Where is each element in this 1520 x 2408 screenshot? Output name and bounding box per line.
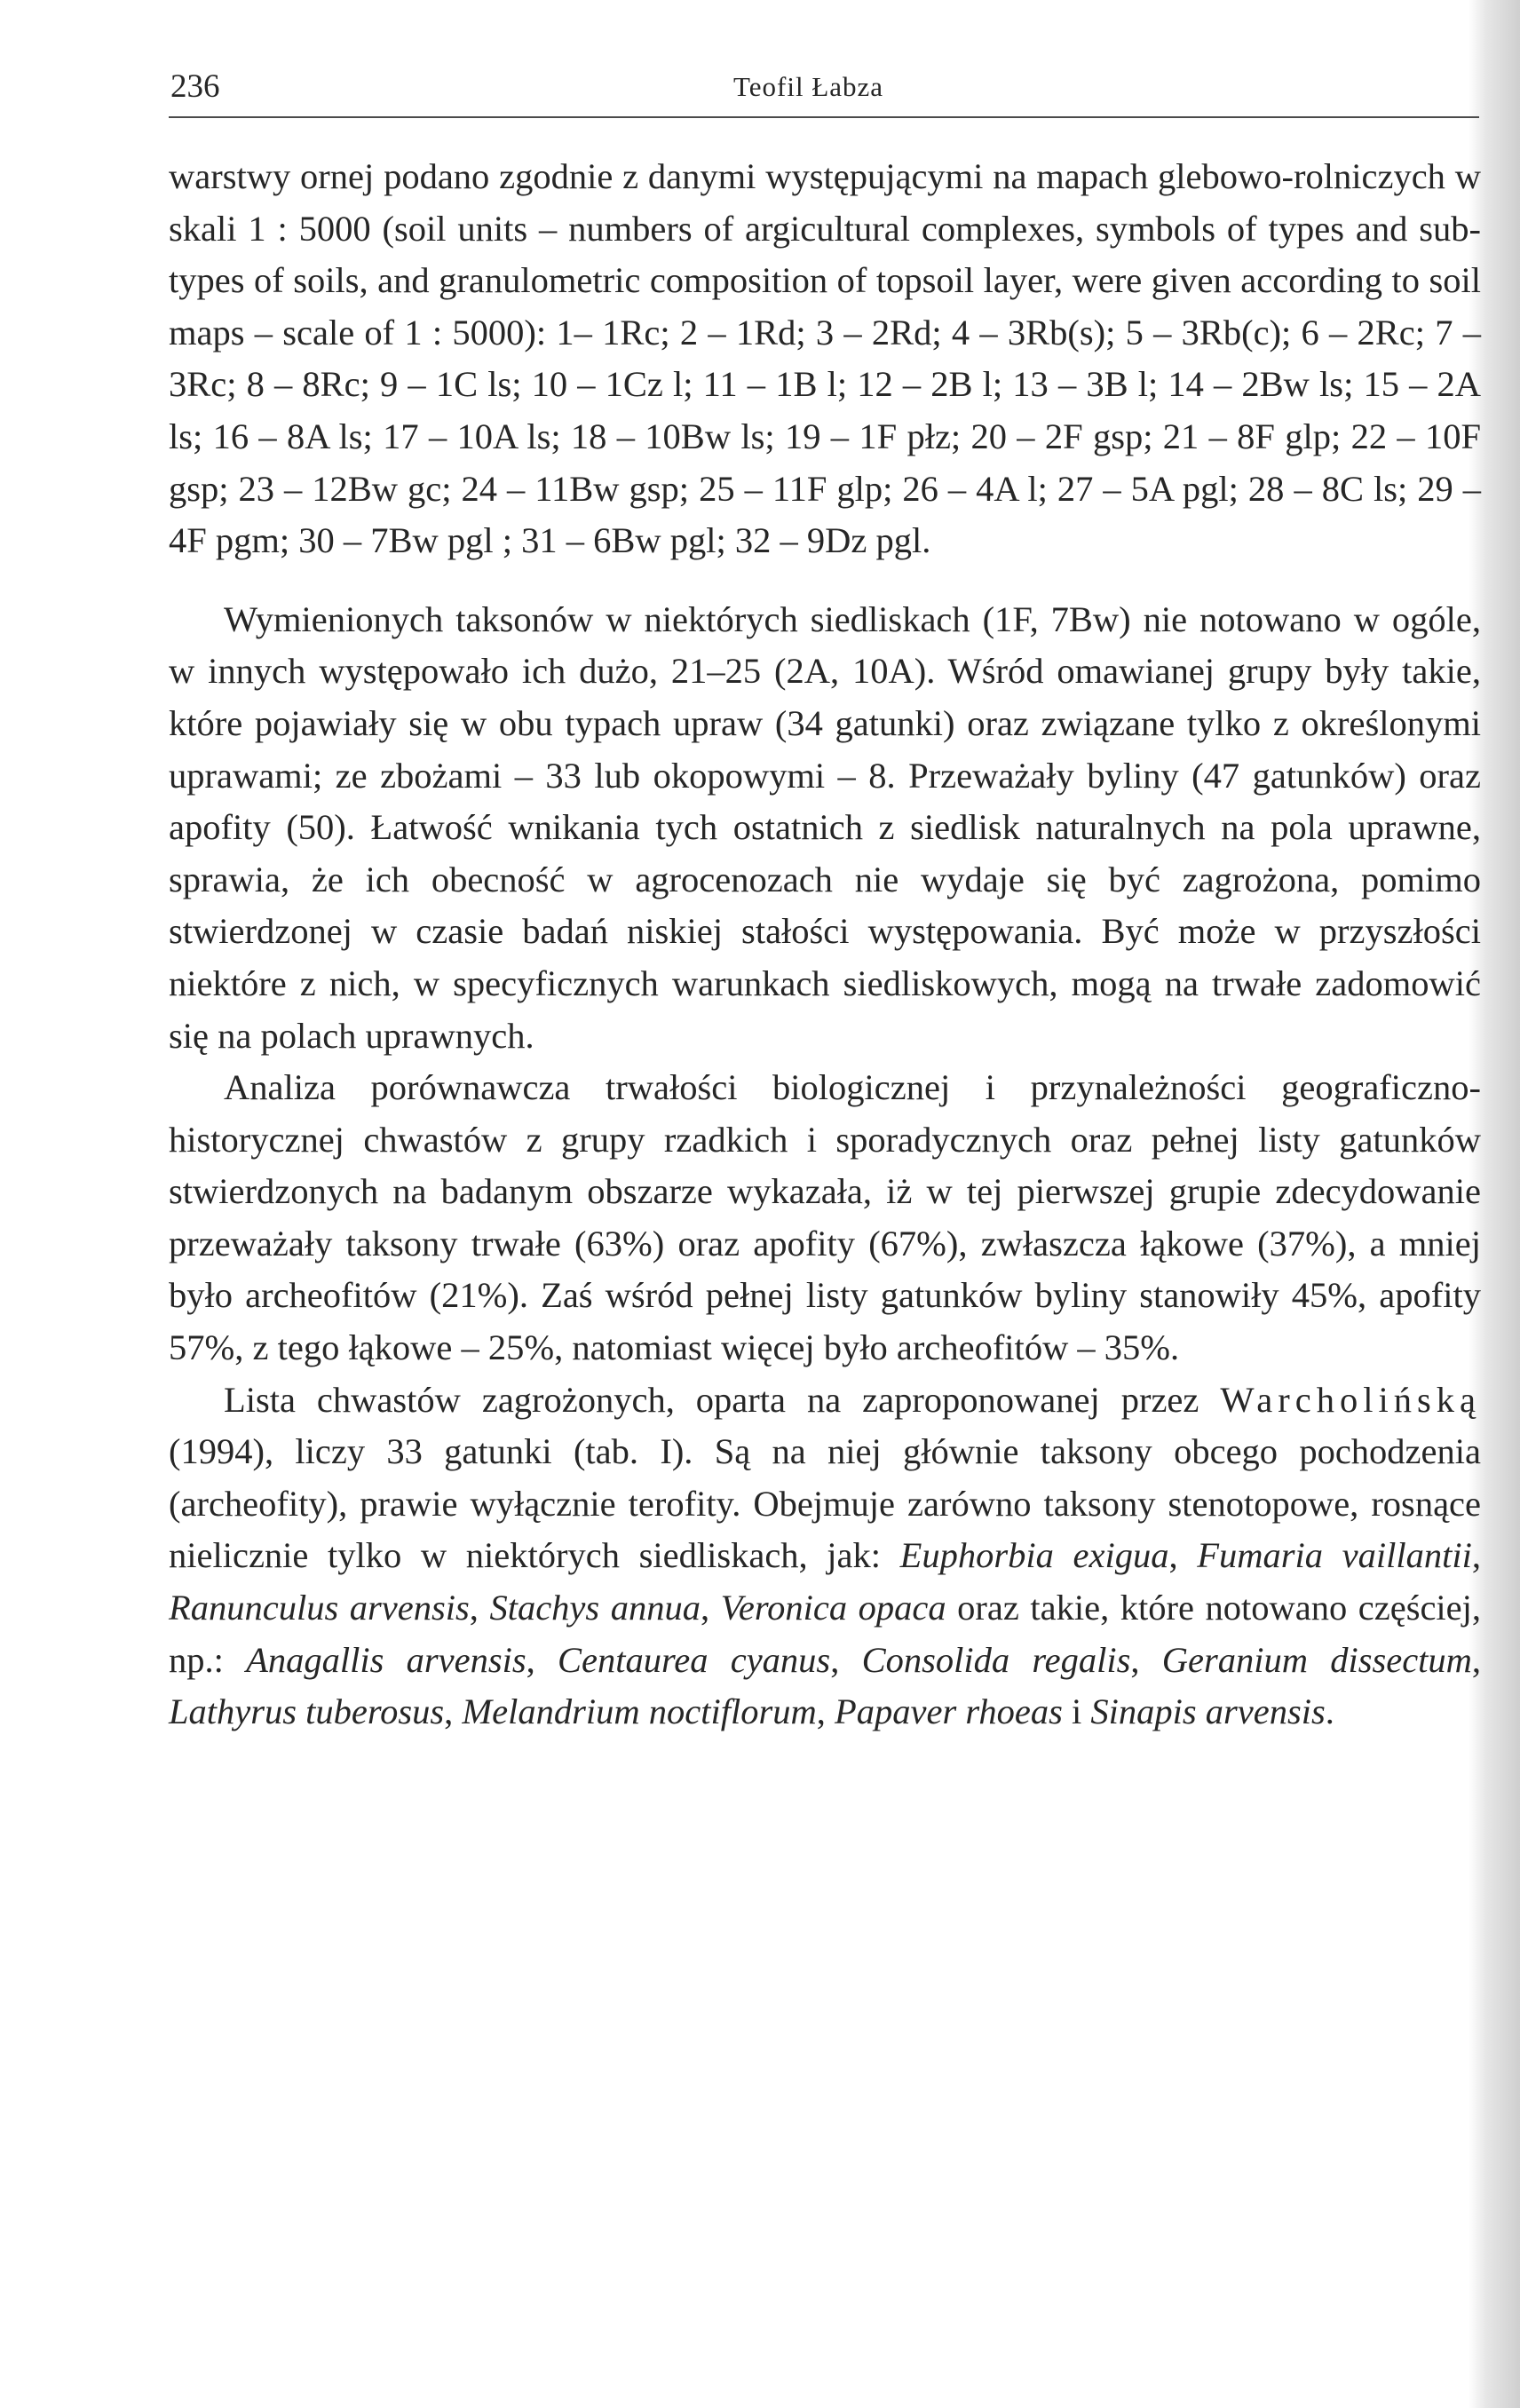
paragraph-taxa-occurrence: Wymienionych taksonów w niektórych siedliskach (1F, 7Bw) nie notowano w ogóle, w innych występowało ich dużo, 21–25 (2A, 10A). Wśród omawianej grupy były takie, które pojawiały się w obu typach upraw (34 gatunki) oraz związane tylko z określonymi uprawami; ze zbożami – 33 lub okopowymi – 8. Przeważały byliny (47 gatunków) oraz apofity (50). Łatwość wnikania tych ostatnich z siedlisk naturalnych na pola uprawne, sprawia, że ich obecność w agrocenozach nie wydaje się być zagrożona, pomimo stwierdzonej w czasie badań niskiej stałości występowania. Być może w przyszłości niektóre z nich, w specyficznych warunkach siedliskowych, mogą na trwałe zadomowić się na polach uprawnych.: [169, 598, 1481, 1056]
species-name: Anagallis arvensis: [246, 1639, 526, 1680]
paragraph-soil-units: warstwy ornej podano zgodnie z danymi występującymi na mapach glebowo-rolniczych w skali 1 : 5000 (soil units – numbers of argicultural complexes, symbols of types and sub-types of soils, and granulometric composition of topsoil layer, were given according to soil maps – scale of 1 : 5000): 1– 1Rc; 2 – 1Rd; 3 – 2Rd; 4 – 3Rb(s); 5 – 3Rb(c); 6 – 2Rc; 7 – 3Rc; 8 – 8Rc; 9 – 1C ls; 10 – 1Cz l; 11 – 1B l; 12 – 2B l; 13 – 3B l; 14 – 2Bw ls; 15 – 2A ls; 16 – 8A ls; 17 – 10A ls; 18 – 10Bw ls; 19 – 1F płz; 20 – 2F gsp; 21 – 8F glp; 22 – 10F gsp; 23 – 12Bw gc; 24 – 11Bw gsp; 25 – 11F glp; 26 – 4A l; 27 – 5A pgl; 28 – 8C ls; 29 – 4F pgm; 30 – 7Bw pgl ; 31 – 6Bw pgl; 32 – 9Dz pgl.: [169, 156, 1481, 561]
text-run: oraz takie, które notowano częściej, np.:: [169, 1588, 1482, 1680]
species-name: Fumaria vaillantii: [1197, 1535, 1472, 1576]
text-run: .: [1325, 1691, 1334, 1732]
species-name: Melandrium noctiflorum: [462, 1691, 817, 1732]
species-name: Lathyrus tuberosus: [169, 1691, 445, 1732]
paragraph-comparative-analysis: Analiza porównawcza trwałości biologicznej i przynależności geograficzno-historycznej chwastów z grupy rzadkich i sporadycznych oraz pełnej listy gatunków stwierdzonych na badanym obszarze wykazała, iż w tej pierwszej grupie zdecydowanie przeważały taksony trwałe (63%) oraz apofity (67%), zwłaszcza łąkowe (37%), a mniej było archeofitów (21%). Zaś wśród pełnej listy gatunków byliny stanowiły 45%, apofity 57%, z tego łąkowe – 25%, natomiast więcej było archeofitów – 35%.: [169, 1067, 1481, 1368]
species-name: Sinapis arvensis: [1090, 1691, 1326, 1732]
species-name: Consolida regalis: [861, 1639, 1131, 1680]
header-rule: [169, 116, 1479, 118]
species-name: Geranium dissectum: [1161, 1639, 1472, 1680]
author-name: Warcholińską: [1220, 1379, 1481, 1420]
text-run: i: [1072, 1691, 1082, 1732]
species-name: Stachys annua: [489, 1588, 701, 1628]
text-run: (1994), liczy 33 gatunki (tab. I). Są na niej głównie taksony obcego pochodzenia (archeofity), prawie wyłącznie terofity. Obejmuje zarówno taksony stenotopowe, rosnące nielicznie tylko w niektórych siedliskach, jak:: [169, 1431, 1481, 1576]
species-name: Veronica opaca: [720, 1588, 946, 1628]
text-run: Lista chwastów zagrożonych, oparta na zaproponowanej przez: [224, 1379, 1199, 1420]
body-text: [169, 151, 1481, 1739]
species-name: Euphorbia exigua: [899, 1535, 1169, 1576]
species-name: Papaver rhoeas: [835, 1691, 1063, 1732]
species-name: Ranunculus arvensis: [169, 1588, 470, 1628]
page-number: 236: [170, 68, 220, 105]
running-title: Teofil Łabza: [733, 71, 884, 102]
paragraph-threatened-weeds: Lista chwastów zagrożonych, oparta na zaproponowanej przez Warcholińską (1994), liczy 33 gatunki (tab. I). Są na niej głównie taksony obcego pochodzenia (archeofity), prawie wyłącznie terofity. Obejmuje zarówno taksony stenotopowe, rosnące nielicznie tylko w niektórych siedliskach, jak: Euphorbia exigua, Fumaria vaillantii, Ranunculus arvensis, Stachys annua, Veronica opaca oraz takie, które notowano częściej, np.: Anagallis arvensis, Centaurea cyanus, Consolida regalis, Geranium dissectum, Lathyrus tuberosus, Melandrium noctiflorum, Papaver rhoeas i Sinapis arvensis.: [169, 1379, 1482, 1732]
species-name: Centaurea cyanus: [558, 1639, 831, 1680]
